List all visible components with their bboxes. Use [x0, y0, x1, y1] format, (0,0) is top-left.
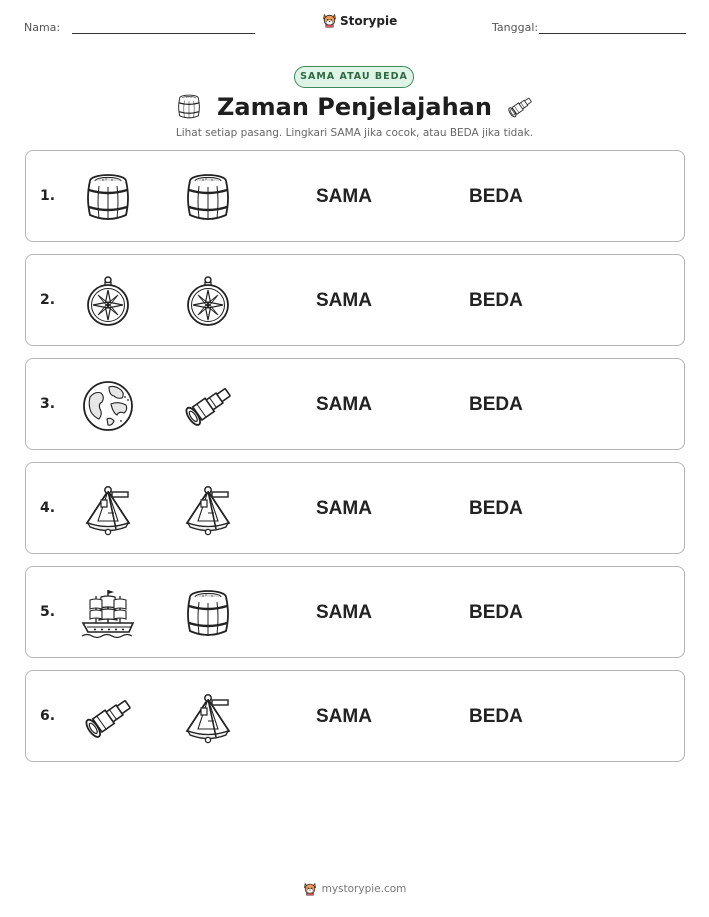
brand-name: Storypie — [340, 13, 398, 28]
barrel-icon — [81, 171, 135, 225]
date-line[interactable] — [539, 33, 686, 34]
option-different[interactable]: BEDA — [469, 706, 523, 727]
fox-mascot-icon — [303, 882, 317, 896]
fox-mascot-icon — [322, 13, 337, 28]
page-title: Zaman Penjelajahan — [217, 93, 492, 121]
row-number: 5. — [40, 604, 56, 620]
row-number: 4. — [40, 500, 56, 516]
option-same[interactable]: SAMA — [316, 498, 372, 519]
spyglass-icon — [181, 379, 235, 433]
page-footer — [0, 879, 709, 899]
exercise-row-4 — [25, 462, 685, 554]
activity-badge: SAMA ATAU BEDA — [294, 66, 414, 88]
instructions: Lihat setiap pasang. Lingkari SAMA jika cocok, atau BEDA jika tidak. — [175, 127, 534, 139]
option-different[interactable]: BEDA — [469, 602, 523, 623]
option-different[interactable]: BEDA — [469, 290, 523, 311]
title-row — [0, 90, 709, 124]
option-different[interactable]: BEDA — [469, 394, 523, 415]
compass-icon — [181, 275, 235, 329]
row-number: 6. — [40, 708, 56, 724]
option-same[interactable]: SAMA — [316, 602, 372, 623]
sextant-icon — [81, 483, 135, 537]
row-number: 2. — [40, 292, 56, 308]
exercise-list — [25, 150, 685, 774]
exercise-row-2 — [25, 254, 685, 346]
spyglass-icon — [506, 93, 534, 121]
page-header — [0, 0, 709, 50]
exercise-row-3 — [25, 358, 685, 450]
exercise-row-1 — [25, 150, 685, 242]
option-different[interactable]: BEDA — [469, 186, 523, 207]
row-number: 1. — [40, 188, 56, 204]
barrel-icon — [181, 171, 235, 225]
footer-url[interactable]: mystorypie.com — [321, 883, 407, 895]
ship-icon — [81, 587, 135, 641]
sextant-icon — [181, 483, 235, 537]
row-number: 3. — [40, 396, 56, 412]
option-same[interactable]: SAMA — [316, 186, 372, 207]
spyglass-icon — [81, 691, 135, 745]
globe-icon — [81, 379, 135, 433]
barrel-icon — [175, 93, 203, 121]
date-label: Tanggal: — [492, 21, 539, 34]
name-label: Nama: — [24, 21, 61, 34]
exercise-row-6 — [25, 670, 685, 762]
option-different[interactable]: BEDA — [469, 498, 523, 519]
brand-logo — [322, 13, 397, 28]
name-line[interactable] — [72, 33, 255, 34]
option-same[interactable]: SAMA — [316, 394, 372, 415]
option-same[interactable]: SAMA — [316, 706, 372, 727]
exercise-row-5 — [25, 566, 685, 658]
option-same[interactable]: SAMA — [316, 290, 372, 311]
barrel-icon — [181, 587, 235, 641]
sextant-icon — [181, 691, 235, 745]
compass-icon — [81, 275, 135, 329]
